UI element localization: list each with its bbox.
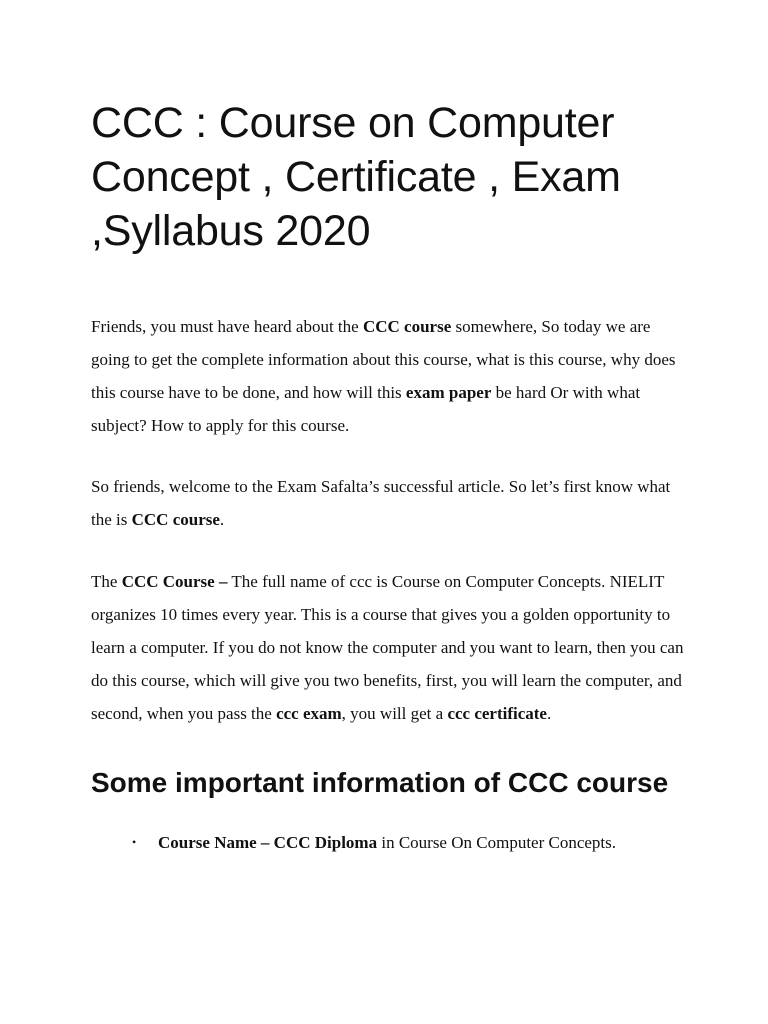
article-title: CCC : Course on Computer Concept , Certificate , Exam ,Syllabus 2020 (91, 99, 621, 255)
article (91, 96, 691, 859)
bold-text: ccc exam (276, 704, 342, 723)
text: . (219, 510, 225, 529)
bold-text: CCC course (131, 510, 220, 529)
text: be hard Or with what subject? How to apply for this course. (91, 383, 641, 435)
info-list (91, 826, 691, 859)
section-heading: Some important information of CCC course (91, 767, 669, 798)
text: in Course On Computer Concepts. (377, 833, 617, 852)
bold-text: ccc certificate (447, 704, 547, 723)
bold-text: CCC Course (121, 572, 215, 591)
intro-paragraph (91, 310, 691, 442)
welcome-paragraph (91, 470, 691, 536)
bold-text: CCC course (362, 317, 452, 336)
text: The full name of ccc is Course on Computer Concepts. NIELIT organizes 10 times every year. This is a course that gives you a golden opportunity to learn a computer. If you do not know the computer and you want to learn, then you can do this course, which will give you two benefits, first, you will learn the computer, and second, when you pass the (91, 572, 684, 723)
text: Friends, you must have heard about the (91, 317, 363, 336)
bold-text: exam paper (405, 383, 492, 402)
text: somewhere, So today we are going to get the complete information about this course, what is this course, why does this course have to be done, and how will this (91, 317, 676, 402)
text: The (91, 572, 122, 591)
bullet-icon: • (132, 835, 137, 849)
text: So friends, welcome to the Exam Safalta’s successful article. So let’s first know what the is (91, 477, 671, 529)
bold-text: Course Name – CCC Diploma (158, 833, 378, 852)
text: . (546, 704, 552, 723)
definition-paragraph (91, 565, 691, 730)
bold-text: – (214, 572, 228, 591)
list-item (132, 826, 691, 859)
text: , you will get a (341, 704, 448, 723)
